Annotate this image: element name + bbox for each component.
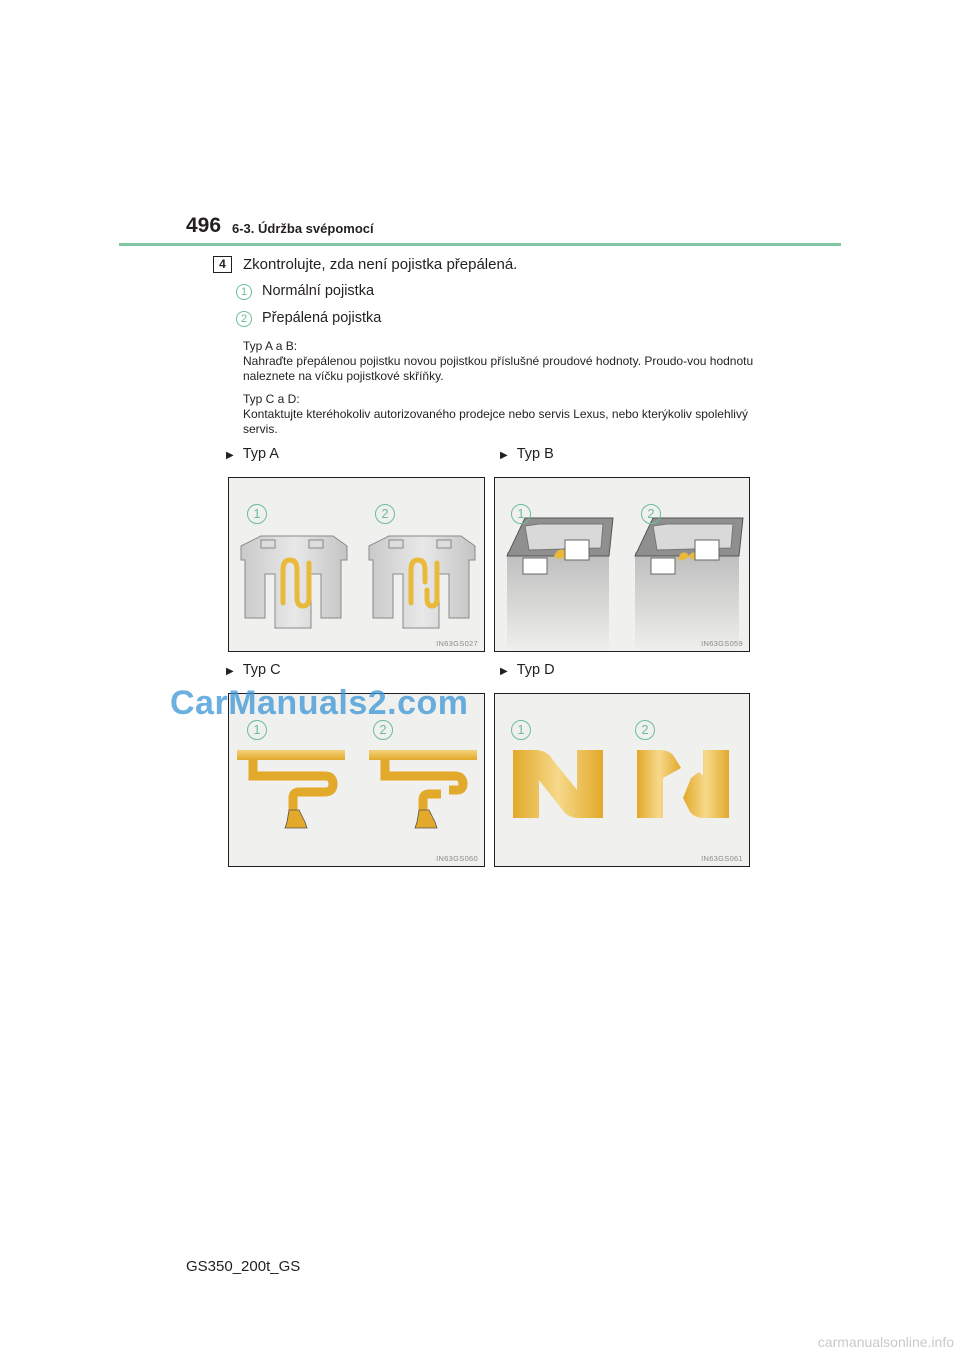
legend-text-blown-fuse: Přepálená pojistka — [262, 310, 382, 326]
normal-fuse-a — [241, 536, 347, 628]
callout-normal: 1 — [511, 720, 531, 740]
step-number-box: 4 — [213, 256, 232, 273]
note-body: Nahraďte přepálenou pojistku novou pojistkou příslušné proudové hodnoty. Proudo-vou hodnotu naleznete na víčku pojistkové skříňky. — [243, 354, 754, 383]
image-code: IN63GS060 — [436, 854, 478, 863]
type-a-label — [226, 446, 279, 462]
watermark: CarManuals2.com — [170, 684, 469, 722]
triangle-bullet-icon: ▶ — [500, 450, 508, 461]
type-c-text: Typ C — [242, 662, 281, 678]
header-rule — [119, 243, 841, 246]
note-heading: Typ C a D: — [243, 392, 300, 406]
section-title: 6-3. Údržba svépomocí — [232, 221, 374, 236]
step-text: Zkontrolujte, zda není pojistka přepálená. — [243, 256, 518, 273]
image-code: IN63GS027 — [436, 639, 478, 648]
note-body: Kontaktujte kteréhokoliv autorizovaného prodejce nebo servis Lexus, nebo kterýkoliv spolehlivý servis. — [243, 407, 748, 436]
callout-normal: 1 — [247, 720, 267, 740]
footer-site-link[interactable]: carmanualsonline.info — [817, 1334, 954, 1350]
illustration-type-d — [494, 693, 750, 867]
fuse-type-d-illustration — [495, 694, 750, 867]
note-heading: Typ A a B: — [243, 339, 298, 353]
blown-fuse-b — [635, 518, 743, 652]
callout-normal: 1 — [247, 504, 267, 524]
normal-fuse-d — [513, 750, 603, 818]
callout-blown: 2 — [373, 720, 393, 740]
triangle-bullet-icon: ▶ — [226, 450, 234, 461]
image-code: IN63GS059 — [701, 639, 743, 648]
callout-blown: 2 — [375, 504, 395, 524]
illustration-type-b — [494, 477, 750, 652]
blown-fuse-c — [369, 750, 477, 828]
triangle-bullet-icon: ▶ — [226, 666, 234, 677]
blown-fuse-a — [369, 536, 475, 628]
note-type-c-d — [243, 392, 763, 437]
type-d-text: Typ D — [516, 662, 555, 678]
blown-fuse-d — [637, 750, 729, 818]
fuse-type-b-illustration — [495, 478, 750, 652]
page-number: 496 — [186, 214, 222, 237]
normal-fuse-b — [507, 518, 613, 652]
type-b-text: Typ B — [516, 446, 554, 462]
fuse-type-a-illustration — [229, 478, 485, 652]
type-d-label — [500, 662, 555, 678]
legend-number-1: 1 — [236, 284, 252, 300]
triangle-bullet-icon: ▶ — [500, 666, 508, 677]
note-type-a-b — [243, 339, 763, 384]
callout-blown: 2 — [641, 504, 661, 524]
image-code: IN63GS061 — [701, 854, 743, 863]
legend-number-2: 2 — [236, 311, 252, 327]
footer-model-code: GS350_200t_GS — [186, 1258, 301, 1275]
callout-normal: 1 — [511, 504, 531, 524]
illustration-type-a — [228, 477, 485, 652]
normal-fuse-c — [237, 750, 345, 828]
type-b-label — [500, 446, 554, 462]
type-c-label — [226, 662, 281, 678]
type-a-text: Typ A — [242, 446, 279, 462]
callout-blown: 2 — [635, 720, 655, 740]
legend-text-normal-fuse: Normální pojistka — [262, 283, 375, 299]
